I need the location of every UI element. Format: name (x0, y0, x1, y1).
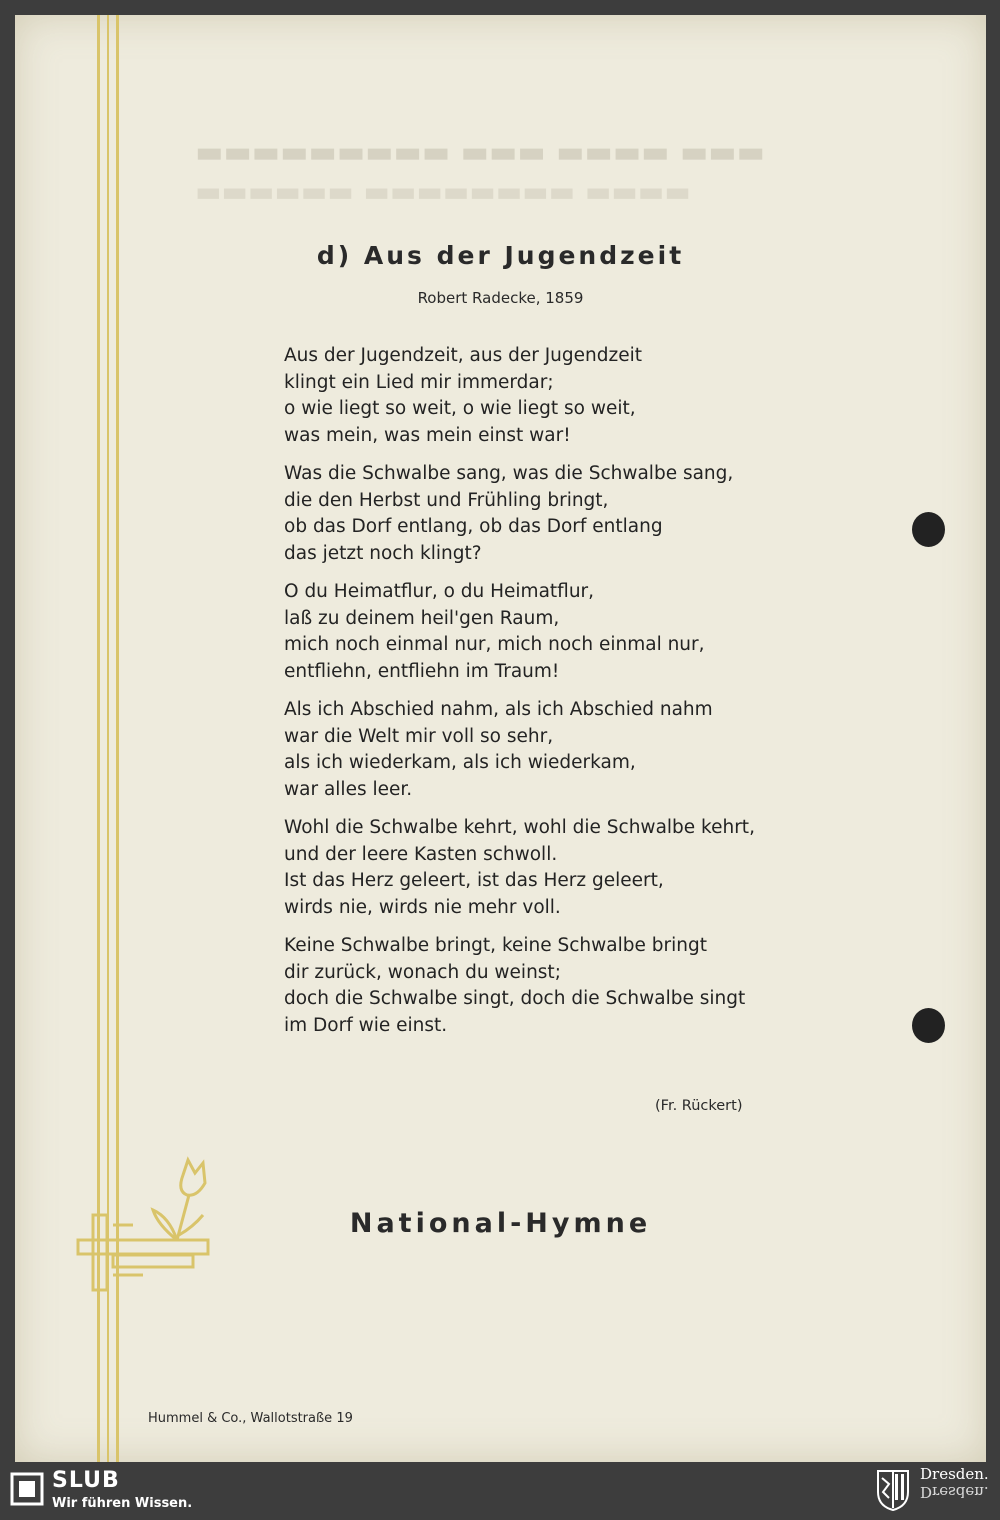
lyric-line: Keine Schwalbe bringt, keine Schwalbe bringt (284, 935, 707, 956)
stanza (284, 697, 844, 803)
composer-credit: Robert Radecke, 1859 (417, 289, 584, 307)
lyric-line: ob das Dorf entlang, ob das Dorf entlang (284, 516, 663, 537)
punch-hole (912, 1008, 945, 1043)
lyric-line: dir zurück, wonach du weinst; (284, 961, 561, 983)
library-tagline: Wir führen Wissen. (52, 1496, 193, 1511)
stanza (284, 579, 844, 685)
lyric-line: war alles leer. (284, 778, 413, 800)
reverse-side-bleed: ▬▬▬ ▬▬▬▬ ▬▬▬ ▬▬▬▬▬▬▬▬▬ (195, 135, 765, 170)
lyric-line: was mein, was mein einst war! (284, 424, 571, 446)
punch-hole (912, 512, 945, 547)
stanza (284, 933, 844, 1039)
lyric-line: das jetzt noch klingt? (284, 542, 482, 564)
stanza (284, 343, 844, 449)
lyric-line: wirds nie, wirds nie mehr voll. (284, 896, 561, 918)
lyric-line: entfliehn, entfliehn im Traum! (284, 660, 560, 682)
lyric-line: doch die Schwalbe singt, doch die Schwalbe singt (284, 988, 746, 1009)
lyricist-credit: (Fr. Rückert) (655, 1098, 743, 1114)
printer-imprint: Hummel & Co., Wallotstraße 19 (148, 1411, 353, 1426)
lyric-line: Wohl die Schwalbe kehrt, wohl die Schwalbe kehrt, (284, 817, 755, 838)
lyric-line: Ist das Herz geleert, ist das Herz geleert, (284, 870, 664, 891)
next-section-title: National-Hymne (349, 1208, 652, 1239)
dresden-coat-of-arms-icon (875, 1468, 911, 1512)
viewer-footer (0, 1462, 1000, 1520)
lyric-line: als ich wiederkam, als ich wiederkam, (284, 752, 636, 773)
reverse-side-bleed: ▬▬▬▬ ▬▬▬▬▬▬▬▬ ▬▬▬▬▬▬ (195, 175, 691, 208)
library-name[interactable]: SLUB (52, 1468, 120, 1493)
stanza (284, 461, 844, 567)
lyric-line: o wie liegt so weit, o wie liegt so weit, (284, 398, 636, 419)
lyric-line: klingt ein Lied mir immerdar; (284, 371, 554, 393)
lyric-line: laß zu deinem heil'gen Raum, (284, 607, 560, 629)
stanza (284, 815, 844, 921)
lyric-line: im Dorf wie einst. (284, 1014, 448, 1036)
lyric-line: Was die Schwalbe sang, was die Schwalbe sang, (284, 463, 734, 484)
lyric-line: Als ich Abschied nahm, als ich Abschied nahm (284, 699, 713, 720)
lyric-line: Aus der Jugendzeit, aus der Jugendzeit (284, 345, 642, 366)
document-page (15, 15, 986, 1462)
lyric-line: war die Welt mir voll so sehr, (284, 725, 554, 747)
city-name-reflection: Dresden. (920, 1483, 989, 1501)
city-name: Dresden. (920, 1465, 989, 1483)
slub-logo-icon (10, 1472, 44, 1506)
lyric-line: mich noch einmal nur, mich noch einmal nur, (284, 634, 705, 655)
song-title: d) Aus der Jugendzeit (316, 241, 685, 270)
lyric-line: die den Herbst und Frühling bringt, (284, 489, 609, 511)
city-logo-text[interactable] (920, 1466, 989, 1500)
lyric-line: und der leere Kasten schwoll. (284, 843, 558, 865)
lyrics (284, 343, 844, 1051)
lyric-line: O du Heimatflur, o du Heimatflur, (284, 581, 595, 602)
